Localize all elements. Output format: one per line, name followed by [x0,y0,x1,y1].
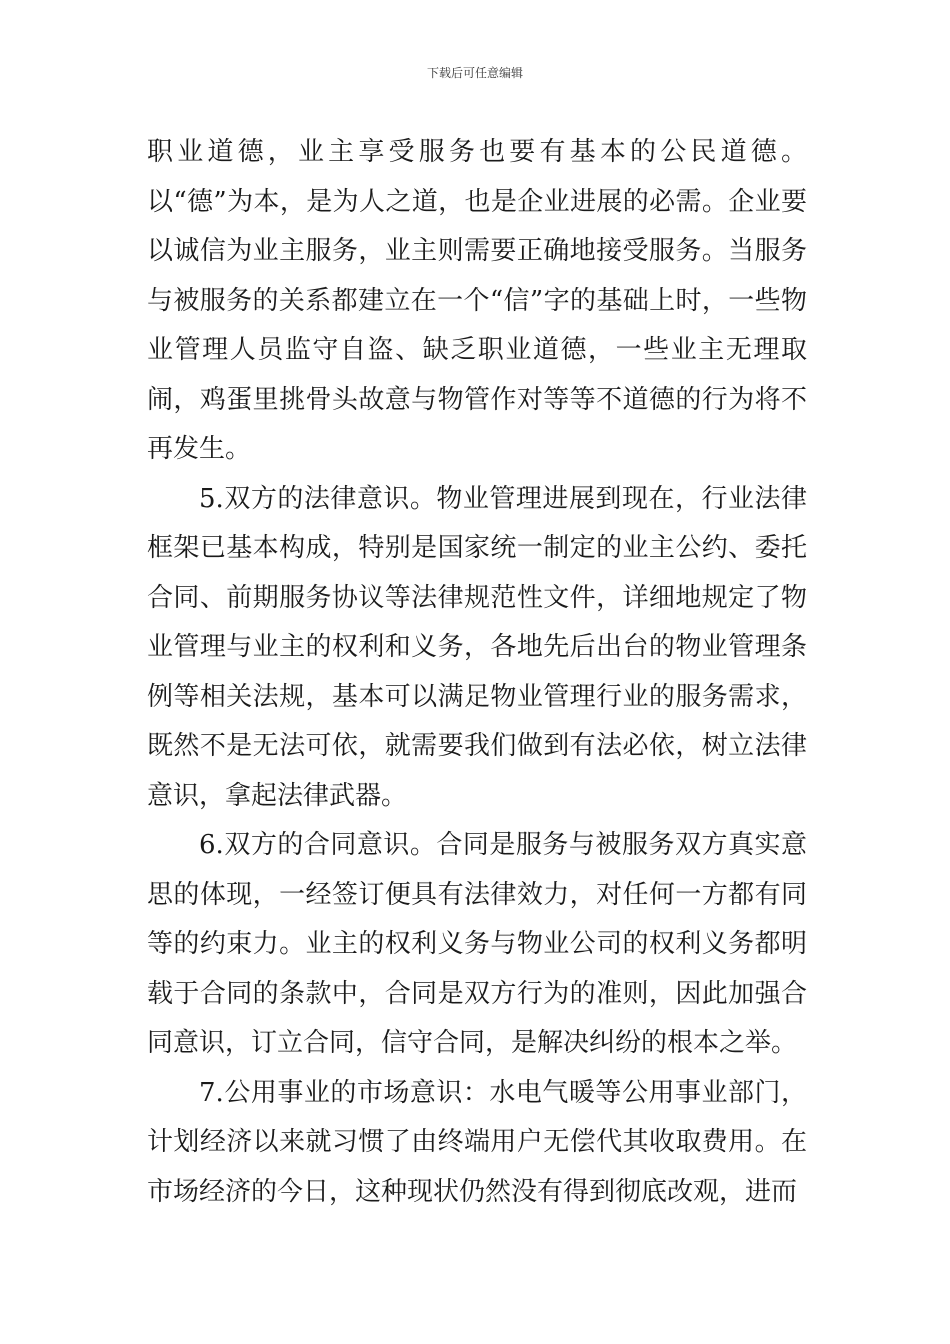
paragraph-utility-market-awareness: 7.公用事业的市场意识：水电气暖等公用事业部门，计划经济以来就习惯了由终端用户无偿代其收取费用。在市场经济的今日，这种现状仍然没有得到彻底改观，进而 [147,1077,807,1207]
paragraph-legal-awareness: 5.双方的法律意识。物业管理进展到现在，行业法律框架已基本构成，特别是国家统一制定的业主公约、委托合同、前期服务协议等法律规范性文件，详细地规定了物业管理与业主的权利和义务，各地先后出台的物业管理条例等相关法规，基本可以满足物业管理行业的服务需求，既然不是无法可依，就需要我们做到有法必依，树立法律意识，拿起法律武器。 [147,483,807,811]
page-header: 下载后可任意编辑 [426,66,523,80]
paragraph-continuation: 职业道德，业主享受服务也要有基本的公民道德。以“德”为本，是为人之道，也是企业进展的必需。企业要以诚信为业主服务，业主则需要正确地接受服务。当服务与被服务的关系都建立在一个“信”字的基础上时，一些物业管理人员监守自盗、缺乏职业道德，一些业主无理取闹，鸡蛋里挑骨头故意与物管作对等等不道德的行为将不再发生。 [147,137,807,464]
document-body [147,128,807,1217]
paragraph-contract-awareness: 6.双方的合同意识。合同是服务与被服务双方真实意思的体现，一经签订便具有法律效力，对任何一方都有同等的约束力。业主的权利义务与物业公司的权利义务都明载于合同的条款中，合同是双方行为的准则，因此加强合同意识，订立合同，信守合同，是解决纠纷的根本之举。 [147,830,807,1058]
